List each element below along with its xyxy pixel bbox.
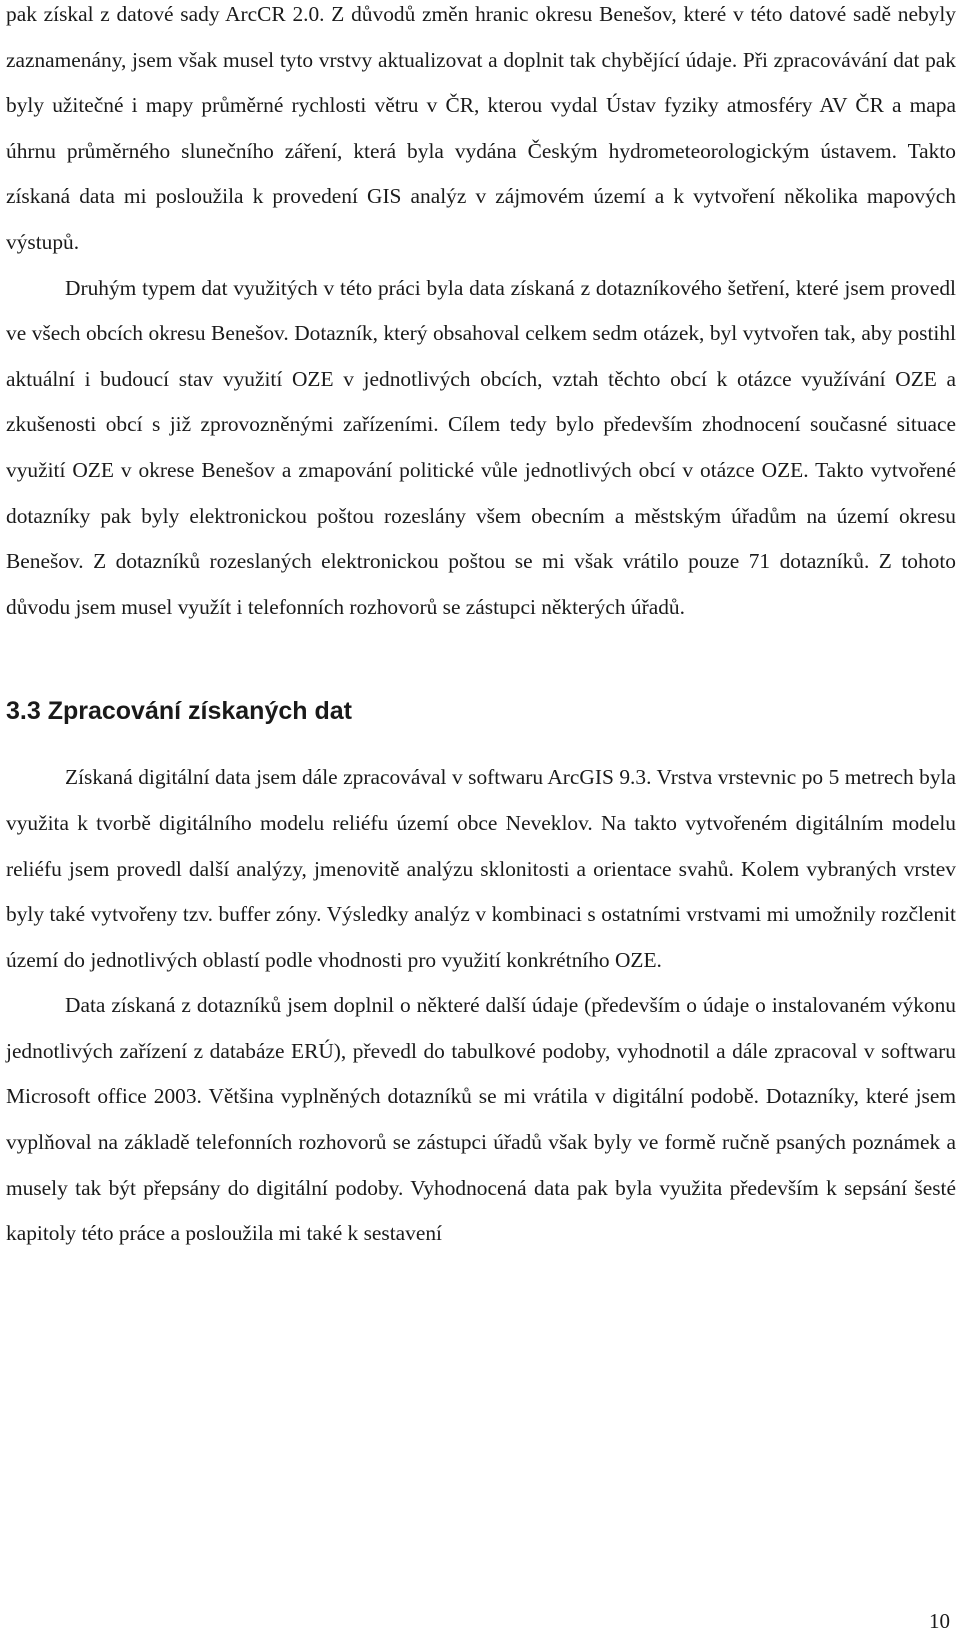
body-paragraph: Data získaná z dotazníků jsem doplnil o některé další údaje (především o údaje o instalovaném výkonu jednotlivých zařízení z databáze ERÚ), převedl do tabulkové podoby, vyhodnotil a dále zpracoval v softwaru Microsoft office 2003. Většina vyplněných dotazníků se mi vrátila v digitální podobě. Dotazníky, které jsem vyplňoval na základě telefonních rozhovorů se zástupci úřadů však byly ve formě ručně psaných poznámek a musely tak být přepsány do digitální podoby. Vyhodnocená data pak byla využita především k sepsání šesté kapitoly této práce a posloužila mi také k sestavení (6, 993, 956, 1246)
body-paragraph: Získaná digitální data jsem dále zpracovával v softwaru ArcGIS 9.3. Vrstva vrstevnic po 5 metrech byla využita k tvorbě digitálního modelu reliéfu území obce Neveklov. Na takto vytvořeném digitálním modelu reliéfu jsem provedl další analýzy, jmenovitě analýzu sklonitosti a orientace svahů. Kolem vybraných vrstev byly také vytvořeny tzv. buffer zóny. Výsledky analýz v kombinaci s ostatními vrstvami mi umožnily rozčlenit území do jednotlivých oblastí podle vhodnosti pro využití konkrétního OZE. (6, 765, 956, 972)
section-heading: 3.3 Zpracování získaných dat (6, 697, 352, 726)
document-page (6, 0, 956, 1257)
section-spacer (6, 744, 956, 755)
section-spacer (6, 630, 956, 696)
page-number: 10 (929, 1609, 950, 1633)
body-paragraph: Druhým typem dat využitých v této práci byla data získaná z dotazníkového šetření, které jsem provedl ve všech obcích okresu Benešov. Dotazník, který obsahoval celkem sedm otázek, byl vytvořen tak, aby postihl aktuální i budoucí stav využití OZE v jednotlivých obcích, vztah těchto obcí k otázce využívání OZE a zkušenosti obcí s již zprovozněnými zařízeními. Cílem tedy bylo především zhodnocení současné situace využití OZE v okrese Benešov a zmapování politické vůle jednotlivých obcí v otázce OZE. Takto vytvořené dotazníky pak byly elektronickou poštou rozeslány všem obecním a městským úřadům na území okresu Benešov. Z dotazníků rozeslaných elektronickou poštou se mi však vrátilo pouze 71 dotazníků. Z tohoto důvodu jsem musel využít i telefonních rozhovorů se zástupci některých úřadů. (6, 275, 956, 619)
body-paragraph: pak získal z datové sady ArcCR 2.0. Z důvodů změn hranic okresu Benešov, které v této datové sadě nebyly zaznamenány, jsem však musel tyto vrstvy aktualizovat a doplnit tak chybějící údaje. Při zpracovávání dat pak byly užitečné i mapy průměrné rychlosti větru v ČR, kterou vydal Ústav fyziky atmosféry AV ČR a mapa úhrnu průměrného slunečního záření, která byla vydána Českým hydrometeorologickým ústavem. Takto získaná data mi posloužila k provedení GIS analýz v zájmovém území a k vytvoření několika mapových výstupů. (6, 2, 956, 254)
